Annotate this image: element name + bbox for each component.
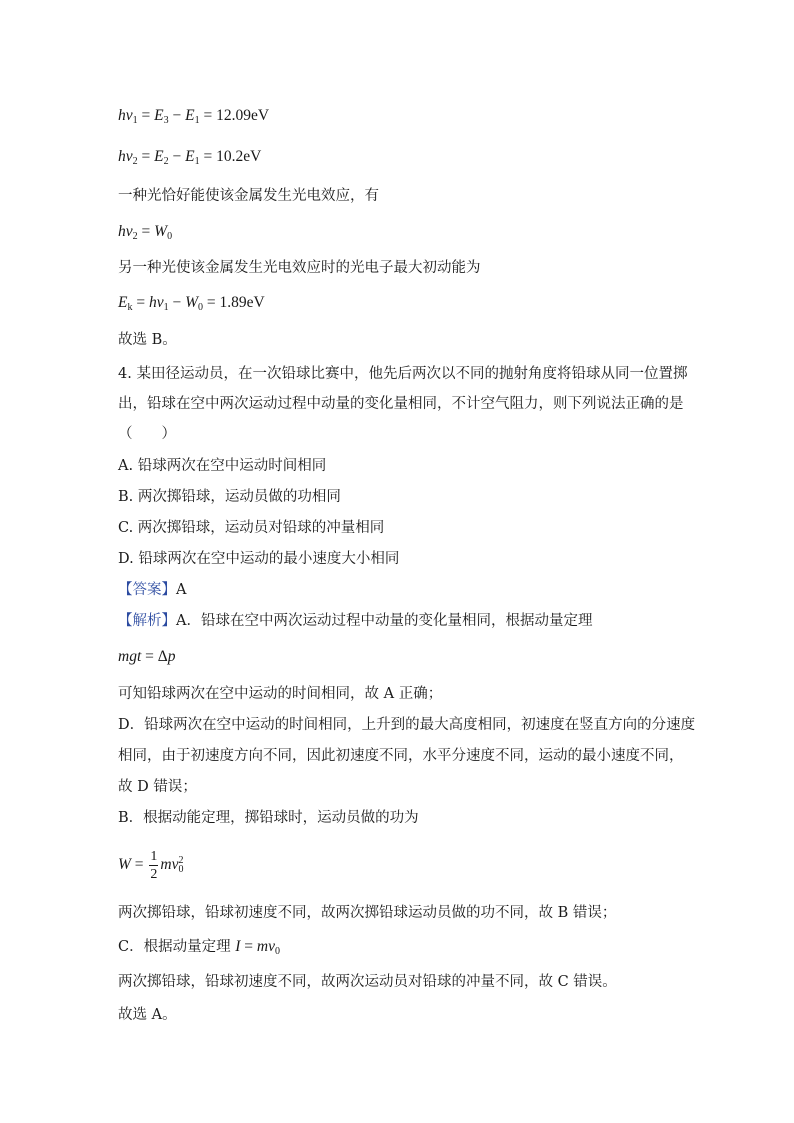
question-stem: 4. 某田径运动员，在一次铅球比赛中，他先后两次以不同的抛射角度将铅球从同一位置掷 <box>118 366 688 382</box>
text-line: 另一种光使该金属发生光电效应时的光电子最大初动能为 <box>118 260 481 276</box>
text-line: 故 D 错误； <box>118 779 197 795</box>
text-line: 两次掷铅球，铅球初速度不同，故两次掷铅球运动员做的功不同，故 B 错误； <box>118 905 617 921</box>
analysis-line: 【解析】A．铅球在空中两次运动过程中动量的变化量相同，根据动量定理 <box>118 613 593 629</box>
text-line: D．铅球两次在空中运动的时间相同，上升到的最大高度相同，初速度在竖直方向的分速度 <box>118 717 696 733</box>
option-c: C. 两次掷铅球，运动员对铅球的冲量相同 <box>118 520 385 536</box>
option-d: D. 铅球两次在空中运动的最小速度大小相同 <box>118 551 400 567</box>
text-line: C．根据动量定理 $I = mv_0$ <box>118 938 280 957</box>
equation-h-nu1: $h\nu_1 = E_3 - E_1 = 12.09eV$ <box>118 107 270 126</box>
answer-tag: 【答案】 <box>118 582 176 598</box>
equation-work-function: $h\nu_2 = W_0$ <box>118 223 173 242</box>
equation-work: W = $\frac{1}{2}$ $mv_0^2$ <box>118 848 184 882</box>
equation-h-nu2: $h\nu_2 = E_2 - E_1 = 10.2eV$ <box>118 148 262 167</box>
text-line: 故选 B。 <box>118 332 177 348</box>
option-a: A. 铅球两次在空中运动时间相同 <box>118 458 327 474</box>
equation-kinetic-energy: $E_k = h\nu_1 - W_0 = 1.89eV$ <box>118 294 265 313</box>
analysis-tag: 【解析】 <box>118 613 176 629</box>
text-line: B．根据动能定理，掷铅球时，运动员做的功为 <box>118 810 419 826</box>
answer-line <box>118 580 186 600</box>
answer-value: A <box>176 582 187 598</box>
text-line: 可知铅球两次在空中运动的时间相同，故 A 正确； <box>118 686 443 702</box>
text-line: 故选 A。 <box>118 1007 177 1023</box>
text-line: 一种光恰好能使该金属发生光电效应，有 <box>118 188 379 204</box>
option-b: B. 两次掷铅球，运动员做的功相同 <box>118 489 341 505</box>
text-line: 两次掷铅球，铅球初速度不同，故两次运动员对铅球的冲量不同，故 C 错误。 <box>118 974 617 990</box>
text-line: 相同，由于初速度方向不同，因此初速度不同，水平分速度不同，运动的最小速度不同， <box>118 748 684 764</box>
question-stem: 出，铅球在空中两次运动过程中动量的变化量相同，不计空气阻力，则下列说法正确的是 <box>118 396 684 412</box>
question-blank: （ ） <box>118 426 176 442</box>
equation-momentum-theorem: mgt = Δp <box>118 648 176 665</box>
fraction: $\frac{1}{2}$ <box>150 848 158 882</box>
